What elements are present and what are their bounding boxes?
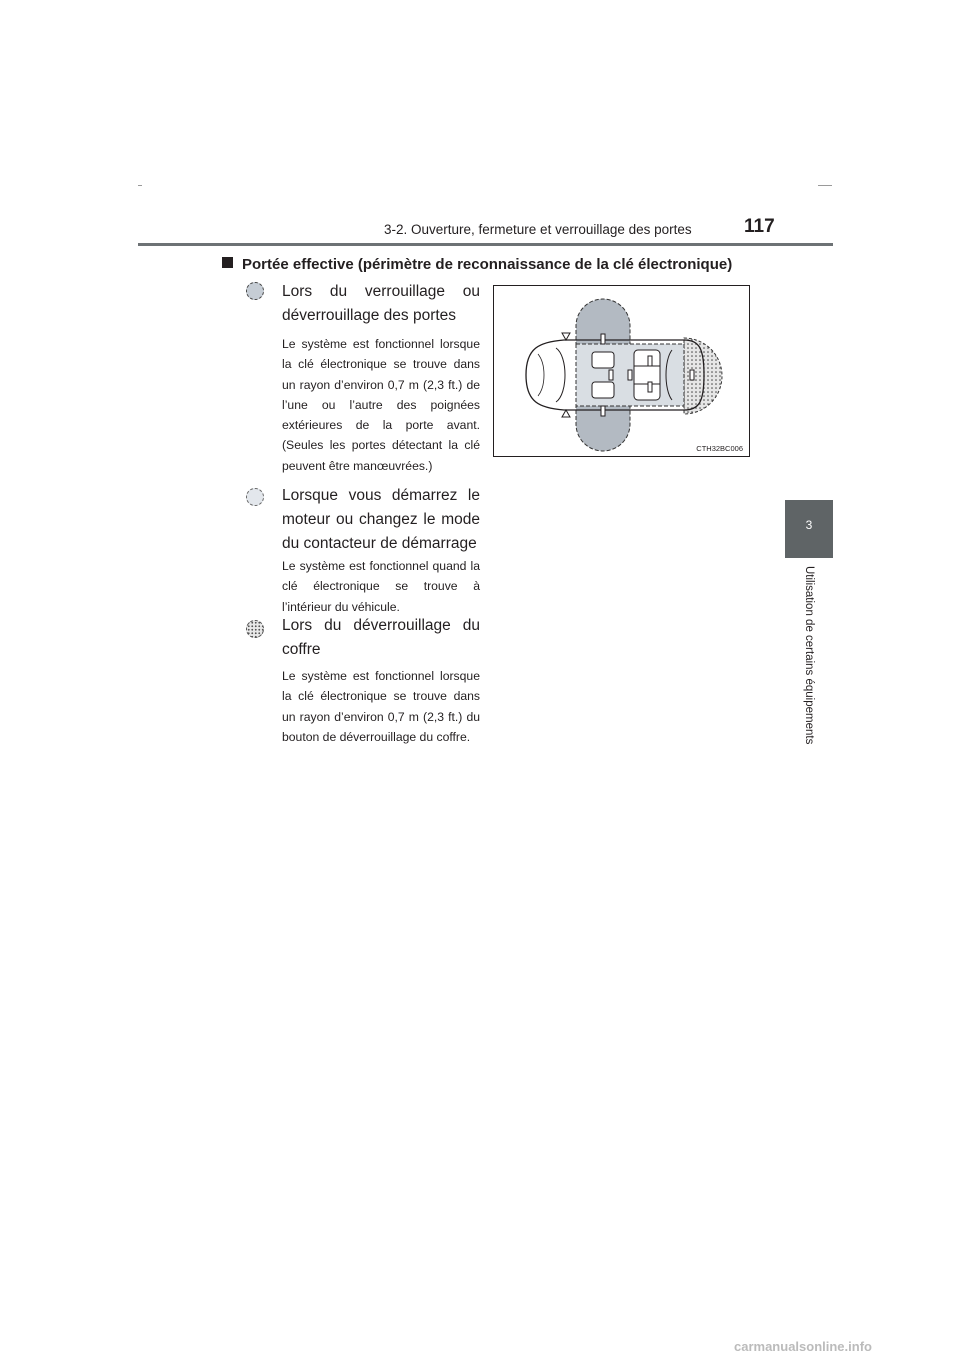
square-bullet-icon	[222, 257, 233, 268]
solid-zone-legend-icon	[246, 282, 264, 300]
hood-line	[538, 354, 544, 396]
rear-seat	[634, 350, 660, 400]
item-title: Lors du verrouillage ou déverrouillage des portes	[282, 283, 480, 324]
antenna-icon	[648, 382, 652, 392]
left-mirror	[562, 333, 570, 340]
antenna-icon	[628, 370, 632, 380]
antenna-icon	[609, 370, 613, 380]
front-right-seat	[592, 382, 614, 398]
chapter-tab	[785, 500, 833, 558]
crop-mark	[138, 185, 142, 186]
section-heading	[222, 256, 732, 273]
page-number: 117	[744, 216, 775, 237]
right-mirror	[562, 410, 570, 417]
antenna-icon	[690, 370, 694, 380]
antenna-icon	[601, 406, 605, 416]
item-title: Lors du déverrouillage du coffre	[282, 617, 480, 658]
key-range-figure	[493, 285, 750, 457]
crop-mark	[818, 185, 832, 186]
header-rule	[138, 243, 833, 246]
item-body: Le système est fonctionnel lorsque la clé électronique se trouve dans un rayon d’environ 0,7 m (2,3 ft.) de l’une ou l’autre des poignées extérieures de la porte avant. (Seules les portes détectant la clé peuvent être manœuvrées.)	[282, 337, 480, 473]
item-title: Lorsque vous démarrez le moteur ou changez le mode du contacteur de démarrage	[282, 487, 480, 552]
car-top-view-illustration	[494, 286, 749, 456]
light-zone-legend-icon	[246, 488, 264, 506]
antenna-icon	[648, 356, 652, 366]
section-heading-text: Portée effective (périmètre de reconnaissance de la clé électronique)	[242, 256, 733, 273]
running-header-title: 3-2. Ouverture, fermeture et verrouillage des portes	[384, 222, 692, 237]
dotted-zone-legend-icon	[246, 620, 264, 638]
antenna-icon	[601, 334, 605, 344]
item-body: Le système est fonctionnel lorsque la clé électronique se trouve dans un rayon d’environ 0,7 m (2,3 ft.) du bouton de déverrouillage du coffre.	[282, 669, 480, 744]
windshield	[556, 348, 565, 402]
watermark: carmanualsonline.info	[734, 1339, 872, 1354]
chapter-label: Utilisation de certains équipements	[803, 566, 815, 745]
figure-code: CTH32BC006	[696, 444, 743, 453]
front-left-seat	[592, 352, 614, 368]
chapter-number: 3	[805, 518, 813, 532]
item-body: Le système est fonctionnel quand la clé électronique se trouve à l’intérieur du véhicule.	[282, 559, 480, 614]
